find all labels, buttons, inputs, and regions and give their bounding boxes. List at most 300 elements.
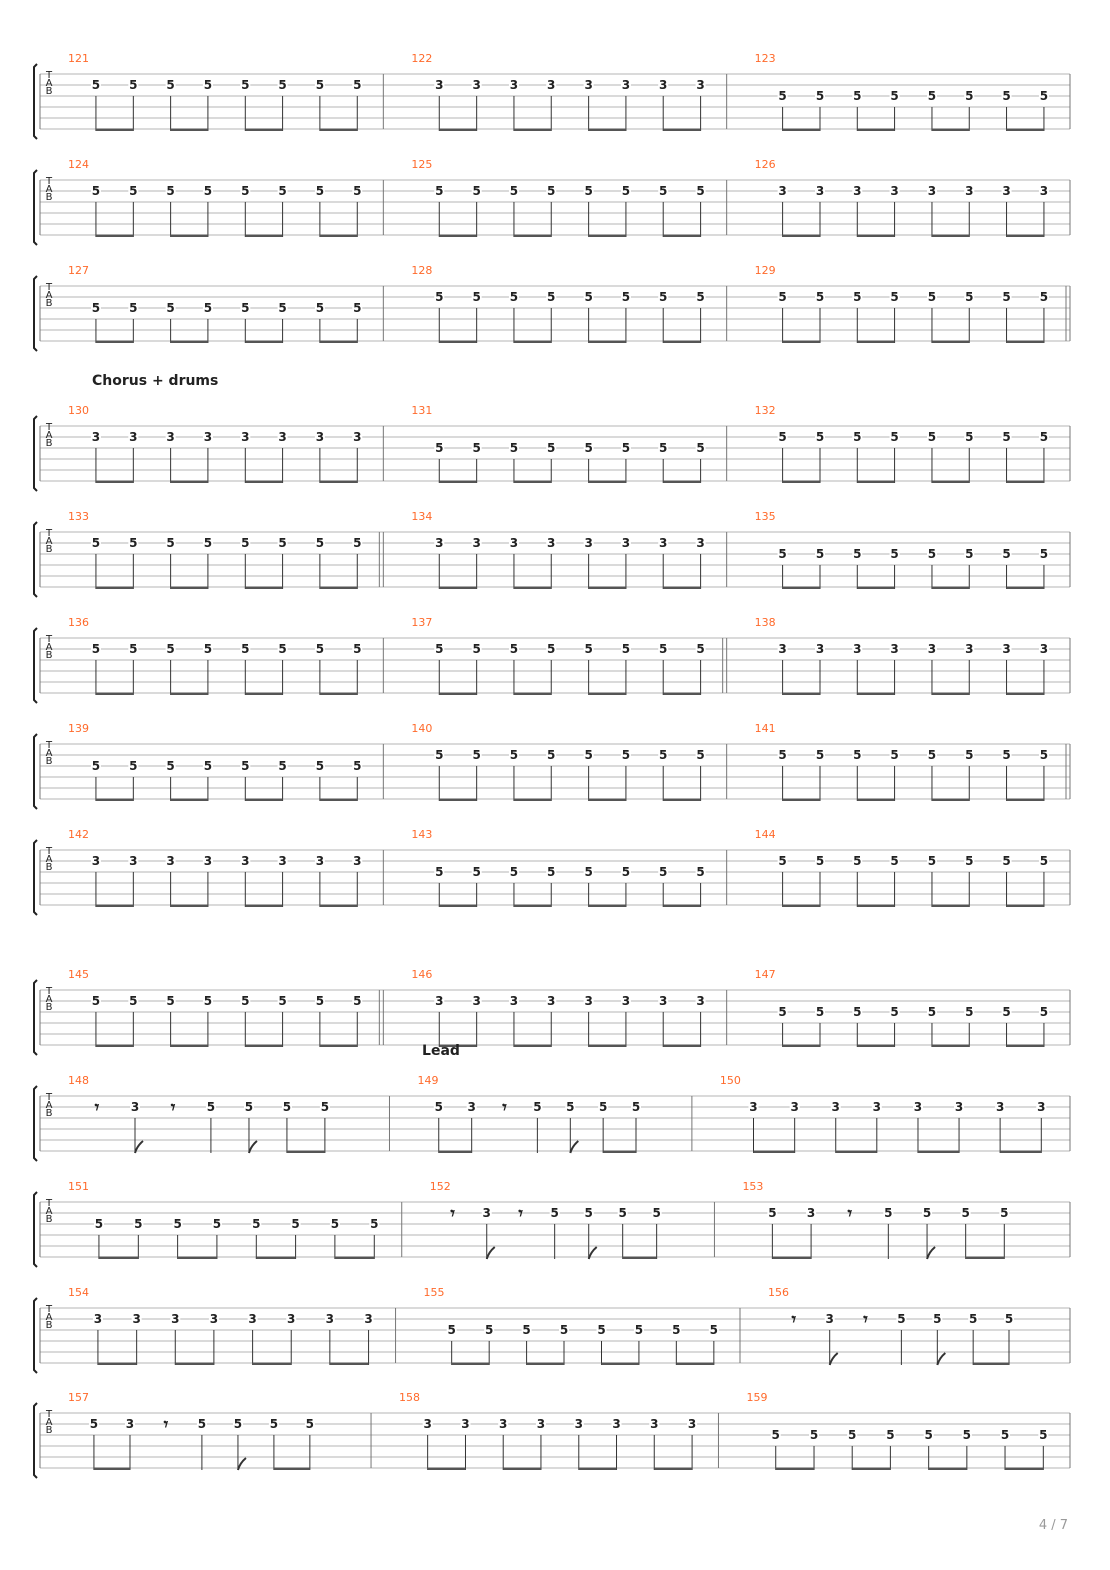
beam [320,693,357,696]
tab-system [34,404,1070,491]
beam [663,905,700,908]
tab-clef-letter: B [45,1320,53,1331]
beam [99,1257,138,1260]
beam [514,799,551,802]
measure-number: 129 [754,264,776,277]
fret-number: 5 [203,642,213,656]
beam [783,235,820,238]
fret-number: 3 [171,1312,180,1326]
beam [245,693,282,696]
fret-number: 3 [353,854,362,868]
fret-number: 3 [93,1312,103,1326]
fret-number: 5 [91,78,101,92]
fret-number: 5 [550,1206,559,1220]
measure-128 [383,264,705,343]
fret-number: 5 [584,748,593,762]
fret-number: 3 [435,78,444,92]
beam [96,129,133,132]
beam [676,1363,714,1366]
fret-number: 3 [621,536,631,550]
fret-number: 5 [809,1428,819,1442]
fret-number: 3 [659,536,668,550]
beam [589,341,626,344]
fret-number: 5 [968,1312,978,1326]
fret-number: 5 [927,430,937,444]
fret-number: 3 [364,1312,373,1326]
tab-clef-letter: T [45,1092,53,1103]
beam [579,1468,617,1471]
fret-number: 5 [815,1005,825,1019]
measure-142 [68,828,362,907]
fret-number: 5 [282,1100,292,1114]
fret-number: 5 [129,536,138,550]
eighth-rest: 𝄾 [518,1204,523,1224]
page-number: 4 / 7 [1038,1518,1068,1533]
fret-number: 5 [965,854,974,868]
tab-clef-letter: T [45,846,53,857]
fret-number: 5 [91,642,101,656]
fret-number: 5 [768,1206,777,1220]
measure-121 [68,52,362,131]
tab-clef-letter: A [45,642,53,653]
fret-number: 5 [652,1206,661,1220]
fret-number: 3 [241,854,250,868]
fret-number: 5 [927,290,937,304]
fret-number: 5 [672,1323,681,1337]
fret-number: 5 [1039,547,1049,561]
fret-number: 3 [1037,1100,1046,1114]
measure-137 [383,616,722,695]
fret-number: 5 [659,748,668,762]
fret-number: 3 [547,536,556,550]
fret-number: 3 [612,1417,621,1431]
tab-system [34,1180,1070,1267]
measure-number: 128 [411,264,433,277]
fret-number: 5 [965,89,974,103]
fret-number: 5 [166,78,175,92]
fret-number: 5 [129,759,138,773]
beam [245,341,282,344]
beam [589,235,626,238]
fret-number: 3 [927,184,937,198]
tab-system [34,722,1070,809]
fret-number: 5 [1002,748,1011,762]
beam [1007,1045,1044,1048]
beam [171,341,208,344]
fret-number: 3 [203,854,213,868]
system-bracket [34,1192,37,1267]
section-label: Lead [422,1043,460,1059]
beam [776,1468,814,1471]
beam [1007,235,1044,238]
measure-130 [68,404,362,483]
measure-124 [68,158,362,237]
beam [772,1257,811,1260]
fret-number: 5 [853,1005,862,1019]
beam [932,235,969,238]
fret-number: 5 [1000,1428,1010,1442]
measure-122 [383,52,705,131]
fret-number: 3 [536,1417,546,1431]
fret-number: 5 [472,642,481,656]
fret-number: 5 [584,184,593,198]
fret-number: 5 [435,184,444,198]
measure-number: 131 [411,404,433,417]
fret-number: 3 [659,994,668,1008]
fret-number: 5 [203,536,213,550]
fret-number: 5 [241,759,250,773]
fret-number: 5 [472,290,481,304]
tab-clef-letter: A [45,78,53,89]
beam [603,1151,636,1154]
fret-number: 3 [584,994,593,1008]
beam [932,1045,969,1048]
beam [857,587,894,590]
system-bracket [34,1298,37,1373]
beam [852,1468,890,1471]
fret-number: 5 [621,642,631,656]
tab-system [34,510,1070,597]
beam [439,481,476,484]
beam [171,1045,208,1048]
measure-138 [727,616,1049,695]
fret-number: 5 [778,290,787,304]
beam [245,1045,282,1048]
fret-number: 5 [778,430,787,444]
fret-number: 5 [353,759,362,773]
measure-155 [396,1286,719,1365]
fret-number: 5 [890,430,899,444]
beam [589,587,626,590]
fret-number: 3 [472,78,481,92]
beam [98,1363,137,1366]
fret-number: 5 [853,854,862,868]
fret-number: 3 [315,430,325,444]
eighth-rest: 𝄾 [94,1098,100,1118]
measure-132 [727,404,1049,483]
beam [96,693,133,696]
beam [335,1257,374,1260]
measure-number: 136 [68,616,89,629]
measure-151 [68,1180,379,1259]
measure-152 [402,1180,662,1259]
system-bracket [34,416,37,491]
fret-number: 5 [166,301,175,315]
beam [932,799,969,802]
fret-number: 5 [353,642,362,656]
measure-144 [727,828,1049,907]
measure-123 [727,52,1049,131]
fret-number: 3 [954,1100,964,1114]
measure-number: 151 [68,1180,89,1193]
fret-number: 5 [886,1428,895,1442]
fret-number: 5 [965,547,974,561]
fret-number: 5 [129,301,138,315]
fret-number: 5 [962,1428,972,1442]
beam [918,1151,959,1154]
fret-number: 5 [547,642,556,656]
fret-number: 3 [890,642,899,656]
fret-number: 3 [831,1100,840,1114]
fret-number: 3 [509,78,519,92]
beam [663,799,700,802]
beam [1005,1468,1043,1471]
fret-number: 3 [209,1312,219,1326]
beam [783,587,820,590]
beam [602,1363,639,1366]
fret-number: 5 [166,184,175,198]
beam [663,341,700,344]
fret-number: 3 [132,1312,141,1326]
beam [1007,129,1044,132]
beam [857,799,894,802]
beam [96,1045,133,1048]
beam [1007,341,1044,344]
fret-number: 5 [129,78,138,92]
fret-number: 5 [922,1206,932,1220]
measure-146 [383,968,705,1047]
beam [857,341,894,344]
beam [1007,587,1044,590]
fret-number: 3 [696,994,705,1008]
fret-number: 5 [533,1100,542,1114]
fret-number: 3 [806,1206,816,1220]
fret-number: 5 [472,184,481,198]
fret-number: 5 [631,1100,641,1114]
beam [96,905,133,908]
tab-clef-letter: A [45,1312,53,1323]
measure-133 [68,510,379,589]
tab-clef-letter: A [45,184,53,195]
fret-number: 5 [206,1100,216,1114]
beam [1007,693,1044,696]
fret-number: 5 [897,1312,906,1326]
fret-number: 3 [129,854,138,868]
fret-number: 3 [913,1100,923,1114]
fret-number: 3 [687,1417,697,1431]
fret-number: 3 [621,78,631,92]
tab-clef-letter: B [45,86,53,97]
beam [932,587,969,590]
fret-number: 5 [778,854,787,868]
beam [330,1363,369,1366]
beam [857,693,894,696]
fret-number: 3 [1002,184,1011,198]
fret-number: 5 [166,994,175,1008]
system-bracket [34,1086,37,1161]
tab-system [34,828,1070,915]
fret-number: 5 [659,865,668,879]
beam [320,341,357,344]
measure-number: 121 [68,52,89,65]
fret-number: 5 [1039,1005,1049,1019]
fret-number: 3 [995,1100,1005,1114]
fret-number: 5 [353,78,362,92]
fret-number: 5 [547,290,556,304]
fret-number: 5 [509,441,519,455]
beam [320,129,357,132]
fret-number: 5 [129,184,138,198]
beam [320,481,357,484]
fret-number: 5 [305,1417,315,1431]
fret-number: 5 [315,301,325,315]
fret-number: 5 [203,301,213,315]
measure-134 [383,510,705,589]
fret-number: 3 [815,184,825,198]
fret-number: 5 [696,184,705,198]
fret-number: 3 [547,994,556,1008]
fret-number: 5 [890,854,899,868]
fret-number: 3 [696,78,705,92]
fret-number: 5 [584,865,593,879]
fret-number: 5 [278,301,287,315]
fret-number: 5 [778,1005,787,1019]
system-bracket [34,522,37,597]
fret-number: 5 [241,184,250,198]
fret-number: 5 [559,1323,569,1337]
fret-number: 5 [621,290,631,304]
beam [96,235,133,238]
fret-number: 5 [315,184,325,198]
measure-number: 134 [411,510,433,523]
fret-number: 5 [853,89,862,103]
measure-number: 142 [68,828,89,841]
beam [94,1468,130,1471]
beam [96,799,133,802]
beam [783,481,820,484]
fret-number: 5 [509,184,519,198]
beam [663,481,700,484]
beam [320,587,357,590]
beam [514,587,551,590]
measure-number: 139 [68,722,89,735]
fret-number: 5 [815,748,825,762]
fret-number: 5 [435,642,444,656]
fret-number: 5 [241,78,250,92]
measure-number: 133 [68,510,89,523]
tab-clef-letter: A [45,994,53,1005]
measure-number: 143 [411,828,433,841]
fret-number: 5 [965,748,974,762]
fret-number: 5 [961,1206,970,1220]
system-bracket [34,276,37,351]
beam [589,481,626,484]
fret-number: 5 [1039,290,1049,304]
fret-number: 3 [435,536,444,550]
fret-number: 5 [884,1206,893,1220]
measure-number: 123 [754,52,776,65]
fret-number: 5 [566,1100,575,1114]
fret-number: 3 [91,854,101,868]
beam [245,481,282,484]
beam [245,905,282,908]
tab-clef-letter: B [45,544,53,555]
beam [452,1363,490,1366]
beam [654,1468,692,1471]
beam [514,129,551,132]
beam [256,1257,295,1260]
tab-clef-letter: B [45,650,53,661]
beam [589,905,626,908]
measure-131 [383,404,705,483]
fret-number: 5 [485,1323,494,1337]
fret-number: 5 [584,290,593,304]
beam [320,235,357,238]
beam [171,905,208,908]
beam [589,799,626,802]
measure-148 [68,1074,330,1153]
fret-number: 5 [241,301,250,315]
fret-number: 5 [241,642,250,656]
fret-number: 5 [659,441,668,455]
fret-number: 3 [584,536,593,550]
fret-number: 5 [353,994,362,1008]
beam [857,905,894,908]
fret-number: 5 [1002,1005,1011,1019]
fret-number: 5 [890,1005,899,1019]
fret-number: 3 [547,78,556,92]
fret-number: 5 [778,547,787,561]
fret-number: 5 [91,184,101,198]
beam [514,235,551,238]
fret-number: 5 [203,994,213,1008]
fret-number: 5 [166,759,175,773]
fret-number: 5 [472,441,481,455]
fret-number: 5 [315,642,325,656]
fret-number: 5 [252,1217,261,1231]
eighth-rest: 𝄾 [163,1415,169,1435]
beam [171,129,208,132]
fret-number: 5 [853,748,862,762]
beam [245,799,282,802]
tab-clef-letter: B [45,438,53,449]
fret-number: 5 [91,536,101,550]
measure-147 [727,968,1049,1047]
fret-number: 5 [1004,1312,1014,1326]
fret-number: 3 [166,854,175,868]
fret-number: 5 [815,854,825,868]
tab-clef-letter: T [45,1409,53,1420]
eighth-rest: 𝄾 [847,1204,852,1224]
beam [171,693,208,696]
fret-number: 5 [927,1005,937,1019]
fret-number: 5 [166,642,175,656]
fret-number: 5 [278,994,287,1008]
fret-number: 3 [650,1417,659,1431]
fret-number: 5 [659,184,668,198]
fret-number: 5 [1002,89,1011,103]
fret-number: 3 [278,430,287,444]
fret-number: 5 [965,1005,974,1019]
system-bracket [34,734,37,809]
fret-number: 3 [696,536,705,550]
tab-clef-letter: A [45,748,53,759]
beam [783,693,820,696]
measure-number: 124 [68,158,89,171]
tab-clef-letter: B [45,1108,53,1119]
eighth-rest: 𝄾 [170,1098,176,1118]
fret-number: 5 [278,536,287,550]
fret-number: 5 [696,642,705,656]
fret-number: 5 [584,1206,593,1220]
measure-153 [714,1180,1009,1259]
fret-number: 5 [709,1323,719,1337]
fret-number: 3 [353,430,362,444]
fret-number: 3 [853,642,862,656]
tab-clef-letter: T [45,634,53,645]
fret-number: 5 [547,748,556,762]
tab-clef-letter: A [45,536,53,547]
